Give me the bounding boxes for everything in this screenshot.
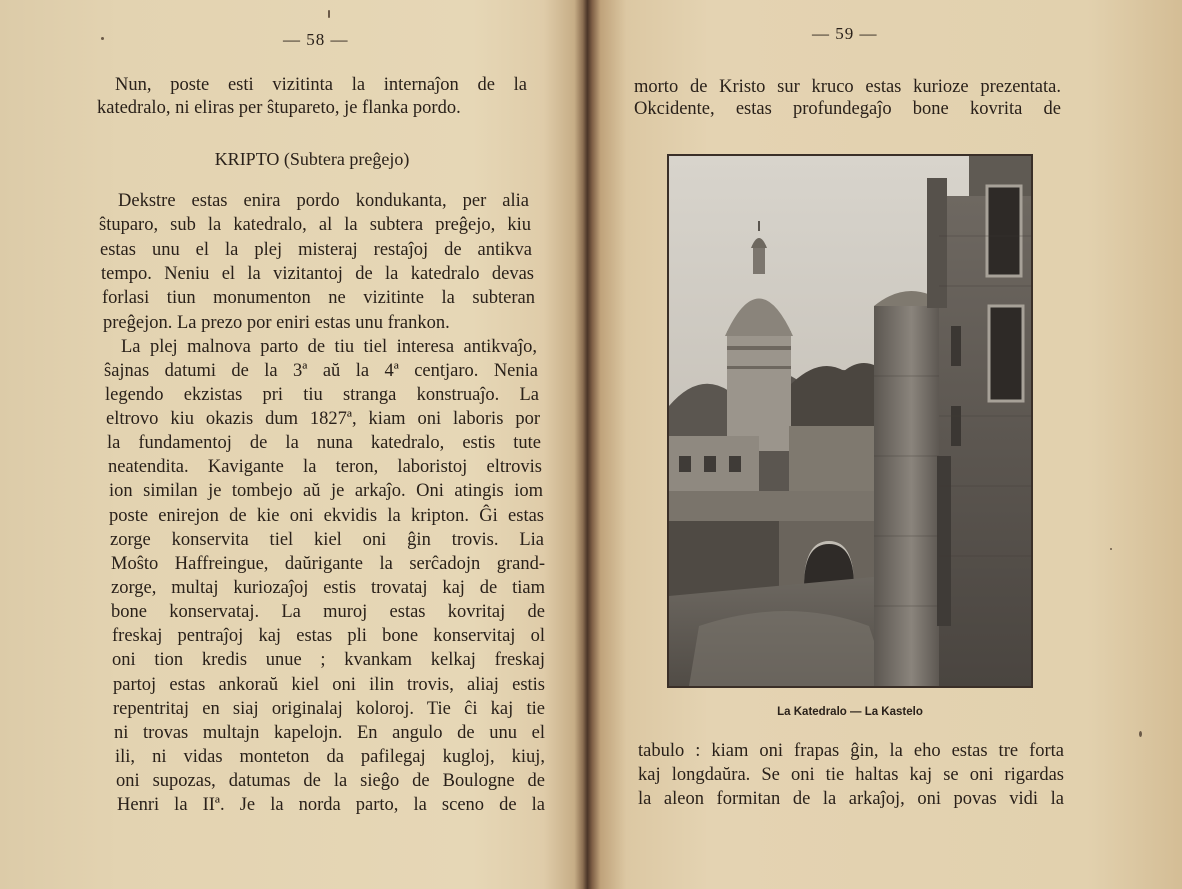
- text-line: preĝejon. La prezo por eniri estas unu frankon.: [103, 313, 450, 333]
- text-line: zorge konservita tiel kiel oni ĝin trovis. Lia: [110, 530, 544, 550]
- text-line: Dekstre estas enira pordo kondukanta, per alia: [118, 191, 529, 211]
- figure-caption: La Katedralo — La Kastelo: [777, 706, 923, 718]
- paper-speck: [1139, 731, 1142, 737]
- text-line: zorge, multaj kuriozaĵoj estis trovataj kaj de tiam: [111, 578, 545, 598]
- cathedral-castle-photo: [667, 154, 1033, 688]
- text-line: partoj estas ankoraŭ kiel oni ilin trovis, aliaj estis: [113, 675, 545, 695]
- text-line: ni trovas multajn kapelojn. En angulo de unu el: [114, 723, 545, 743]
- paper-speck: [328, 10, 330, 18]
- text-line: estas unu el la plej misteraj restaĵoj de antikva: [100, 240, 532, 260]
- text-line: La plej malnova parto de tiu tiel interesa antikvaĵo,: [121, 337, 537, 357]
- text-line: la aleon formitan de la arkaĵoj, oni povas vidi la: [638, 789, 1064, 809]
- text-line: Moŝto Haffreingue, daŭrigante la serĉadojn grand-: [111, 554, 545, 574]
- paper-speck: [1110, 548, 1112, 550]
- text-line: ion similan je tombejo aŭ je arkaĵo. Oni atingis iom: [109, 481, 543, 501]
- text-line: poste enirejon de kie oni ekvidis la kripton. Ĝi estas: [109, 506, 544, 526]
- text-line: Nun, poste esti vizitinta la internaĵon de la: [115, 75, 527, 95]
- text-line: ŝajnas datumi de la 3ª aŭ la 4ª centjaro. Nenia: [104, 361, 538, 381]
- text-line: legendo ekzistas pri tiu stranga konstruaĵo. La: [105, 385, 539, 405]
- text-line: ŝtuparo, sub la katedralo, al la subtera preĝejo, kiu: [99, 215, 531, 235]
- text-line: morto de Kristo sur kruco estas kurioze prezentata.: [634, 77, 1061, 97]
- text-line: tabulo : kiam oni frapas ĝin, la eho estas tre forta: [638, 741, 1064, 761]
- text-line: Henri la IIª. Je la norda parto, la sceno de la: [117, 795, 545, 815]
- text-line: oni supozas, datumas de la sieĝo de Boulogne de: [116, 771, 545, 791]
- text-line: la fundamentoj de la nuna katedralo, estis tute: [107, 433, 541, 453]
- page-number: — 59 —: [812, 24, 878, 43]
- text-line: oni tion kredis unue ; kvankam kelkaj freskaj: [112, 650, 545, 670]
- text-line: Okcidente, estas profundegaĵo bone kovrita de: [634, 99, 1061, 119]
- text-line: katedralo, ni eliras per ŝtupareto, je flanka pordo.: [97, 98, 461, 118]
- text-line: tempo. Neniu el la vizitantoj de la katedralo devas: [101, 264, 534, 284]
- text-line: bone konservataj. La muroj estas kovritaj de: [111, 602, 545, 622]
- section-heading: KRIPTO (Subtera preĝejo): [214, 149, 410, 169]
- text-line: neatendita. Kavigante la teron, laboristoj eltrovis: [108, 457, 542, 477]
- text-line: ili, ni vidas monteton da pafilegaj kugloj, kiuj,: [115, 747, 545, 767]
- paper-speck: [101, 37, 104, 40]
- text-line: freskaj pentraĵoj kaj estas pli bone konservitaj ol: [112, 626, 545, 646]
- text-line: repentritaj en siaj originalaj koloroj. Tie ĉi kaj tie: [113, 699, 545, 719]
- text-line: forlasi tiun monumenton ne vizitinte la subteran: [102, 288, 535, 308]
- text-line: eltrovo kiu okazis dum 1827ª, kiam oni laboris por: [106, 409, 540, 429]
- page-number: — 58 —: [283, 30, 349, 49]
- text-line: kaj longdaŭra. Se oni tie haltas kaj se oni rigardas: [638, 765, 1064, 785]
